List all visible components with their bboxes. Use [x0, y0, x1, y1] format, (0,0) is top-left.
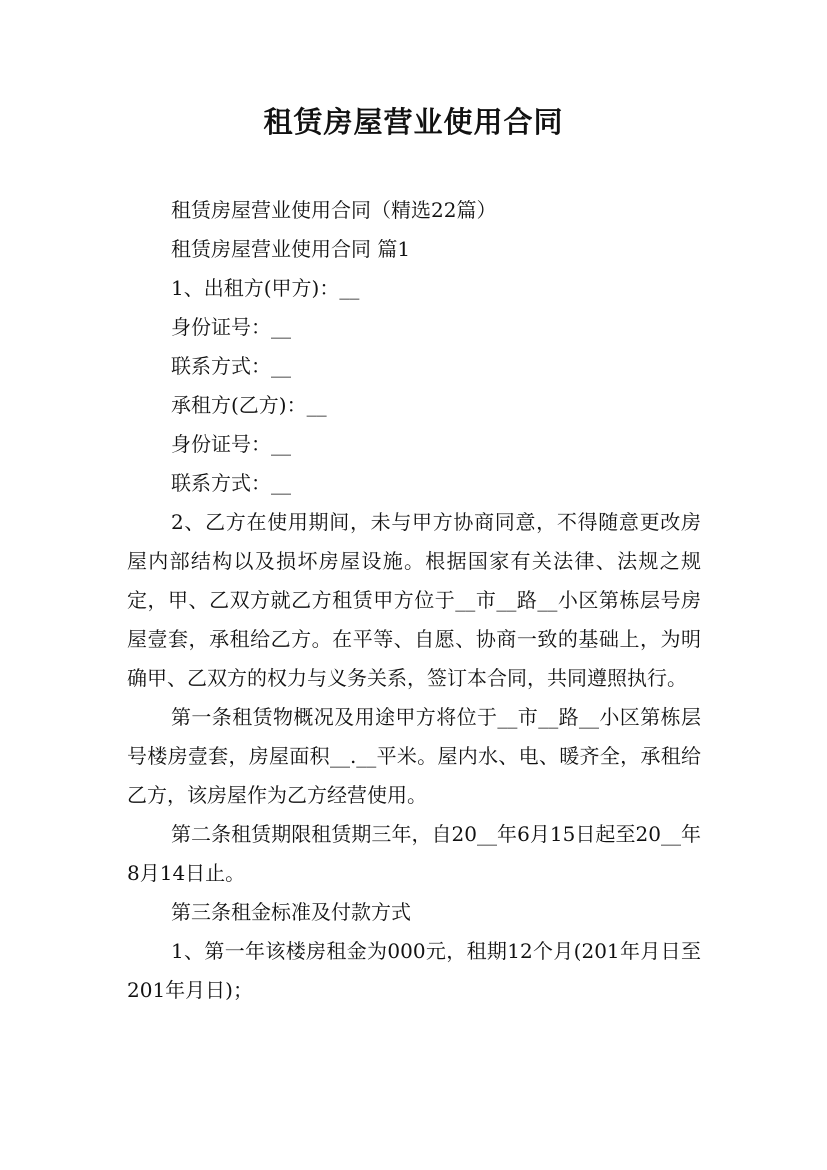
paragraph-lessee-id: 身份证号：__: [171, 432, 291, 456]
paragraph-section-heading: 租赁房屋营业使用合同 篇1: [171, 237, 411, 261]
paragraph-rent-year-1: 1、第一年该楼房租金为000元，租期12个月(201年月日至201年月日)；: [127, 939, 701, 1002]
paragraph-clause-2: 2、乙方在使用期间，未与甲方协商同意，不得随意更改房屋内部结构以及损坏房屋设施。根据国家有关法律、法规之规定，甲、乙双方就乙方租赁甲方位于__市__路__小区第栋层号房屋壹套，承租给乙方。在平等、自愿、协商一致的基础上，为明确甲、乙双方的权力与义务关系，签订本合同，共同遵照执行。: [127, 510, 701, 690]
paragraph-lessee-contact: 联系方式：__: [171, 471, 291, 495]
paragraph-subtitle: 租赁房屋营业使用合同（精选22篇）: [171, 198, 497, 222]
paragraph-lessor: 1、出租方(甲方)：__: [171, 276, 360, 300]
paragraph-article-3: 第三条租金标准及付款方式: [171, 900, 411, 924]
paragraph-lessor-contact: 联系方式：__: [171, 354, 291, 378]
document-body: [127, 191, 701, 1010]
paragraph-lessee: 承租方(乙方)：__: [171, 393, 327, 417]
paragraph-lessor-id: 身份证号：__: [171, 315, 291, 339]
paragraph-article-2: 第二条租赁期限租赁期三年，自20__年6月15日起至20__年8月14日止。: [127, 822, 701, 885]
paragraph-article-1: 第一条租赁物概况及用途甲方将位于__市__路__小区第栋层号楼房壹套，房屋面积__.__平米。屋内水、电、暖齐全，承租给乙方，该房屋作为乙方经营使用。: [127, 705, 701, 807]
document-title: 租赁房屋营业使用合同: [263, 105, 564, 139]
